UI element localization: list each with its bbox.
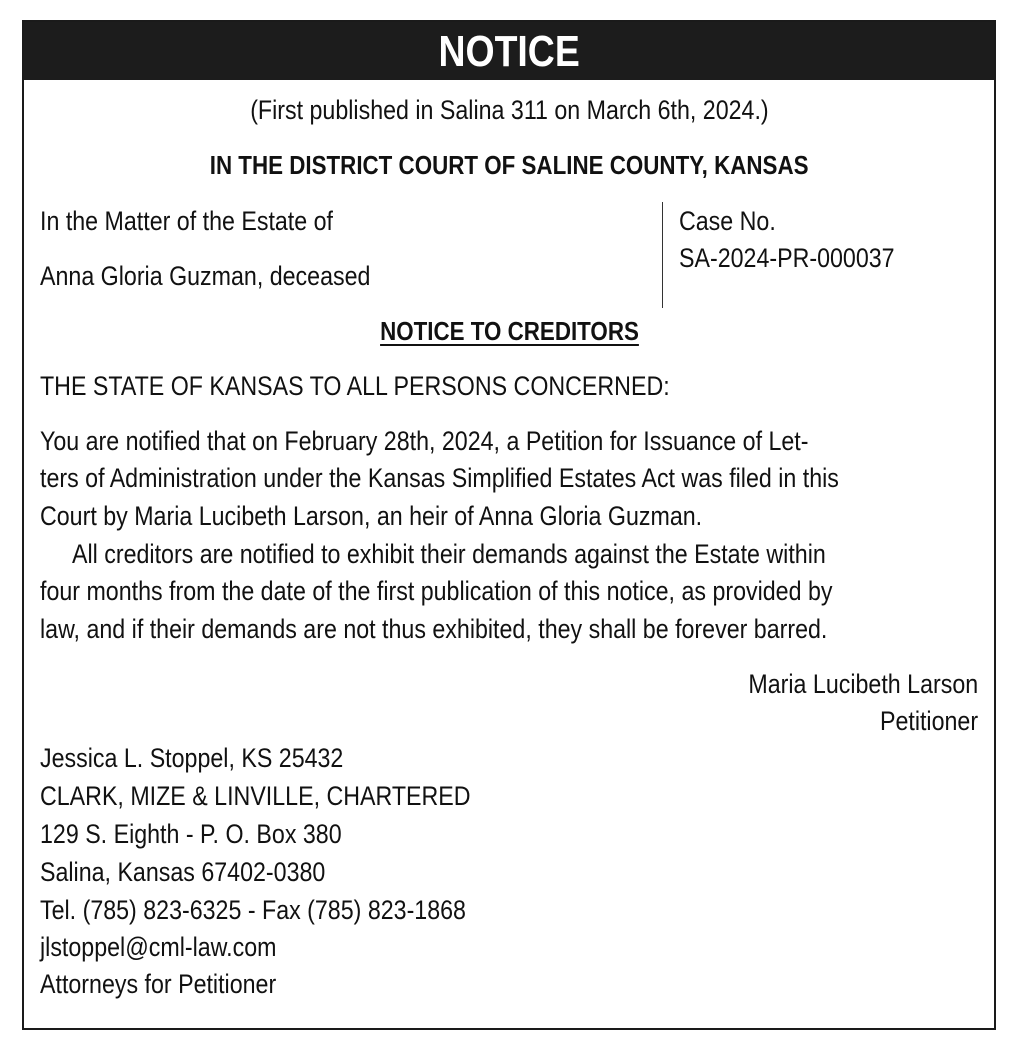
case-label: Case No.	[679, 206, 776, 236]
attorney-name: Jessica L. Stoppel, KS 25432	[40, 743, 344, 773]
attorney-phone: Tel. (785) 823-6325 - Fax (785) 823-1868	[40, 895, 466, 925]
petitioner-role: Petitioner	[879, 706, 978, 736]
paragraph-2-line-1: All creditors are notified to exhibit their demands against the Estate within	[72, 539, 826, 569]
decedent-line: Anna Gloria Guzman, deceased	[40, 261, 371, 291]
salutation: THE STATE OF KANSAS TO ALL PERSONS CONCERNED:	[40, 371, 670, 401]
notice-to-creditors-heading: NOTICE TO CREDITORS	[379, 316, 639, 346]
notice-title-bar	[24, 22, 994, 80]
estate-matter-line: In the Matter of the Estate of	[40, 206, 334, 236]
paragraph-1-line-3: Court by Maria Lucibeth Larson, an heir of Anna Gloria Guzman.	[40, 501, 703, 531]
legal-notice	[22, 20, 996, 1030]
petitioner-name: Maria Lucibeth Larson	[748, 669, 978, 699]
paragraph-1-line-1: You are notified that on February 28th, 2024, a Petition for Issuance of Let-	[40, 426, 809, 456]
notice-title: NOTICE	[438, 27, 580, 76]
attorney-email: jlstoppel@cml-law.com	[40, 932, 277, 962]
attorney-address-2: Salina, Kansas 67402-0380	[40, 857, 326, 887]
paragraph-2-line-3: law, and if their demands are not thus exhibited, they shall be forever barred.	[40, 614, 828, 644]
attorney-role: Attorneys for Petitioner	[40, 969, 277, 999]
paragraph-1-line-2: ters of Administration under the Kansas Simplified Estates Act was filed in this	[40, 463, 839, 493]
case-divider	[662, 202, 663, 308]
paragraph-2-line-2: four months from the date of the first publication of this notice, as provided by	[40, 576, 833, 606]
publication-line: (First published in Salina 311 on March 6th, 2024.)	[249, 95, 769, 125]
court-heading: IN THE DISTRICT COURT OF SALINE COUNTY, KANSAS	[209, 150, 809, 180]
case-number: SA-2024-PR-000037	[679, 243, 895, 273]
attorney-address-1: 129 S. Eighth - P. O. Box 380	[40, 819, 342, 849]
attorney-firm: CLARK, MIZE & LINVILLE, CHARTERED	[40, 781, 471, 811]
